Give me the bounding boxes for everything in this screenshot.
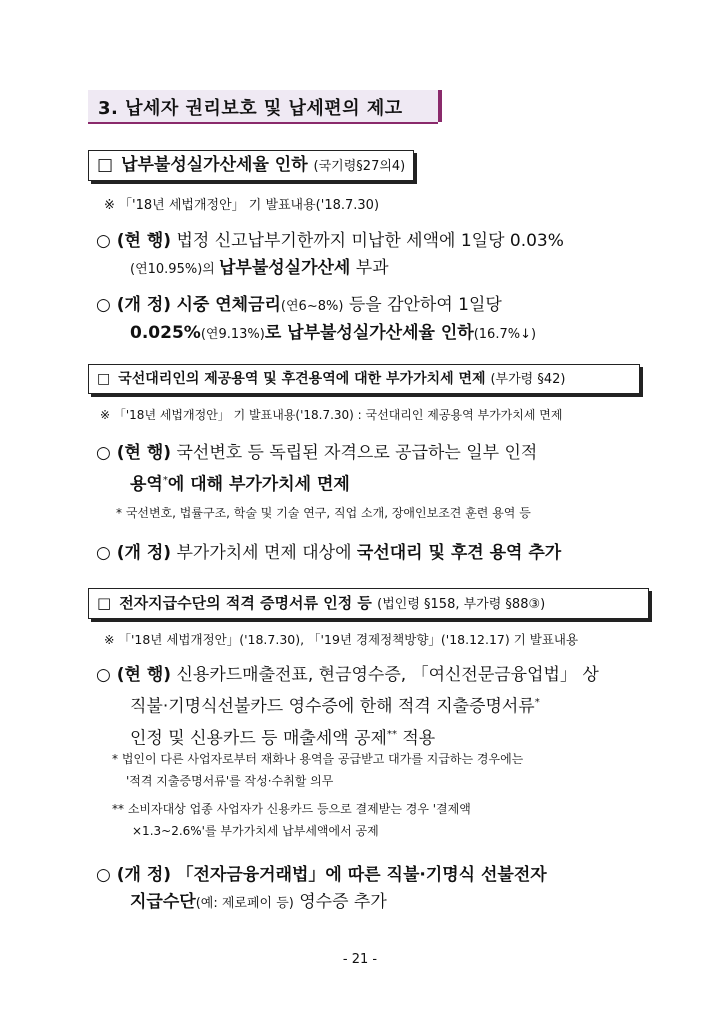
item3-current-tag: ○ (현 행) — [96, 665, 172, 685]
item1-current-line2a: (연10.95%)의 — [130, 262, 219, 277]
item3-revised-line2c: 영수증 추가 — [293, 892, 387, 912]
item2-revised-tag: ○ (개 정) — [96, 543, 172, 563]
item3-heading-bullet: □ — [97, 594, 112, 612]
item3-current — [96, 662, 599, 752]
item1-revised-line1b: (연6~8%) — [280, 299, 344, 314]
item1-heading-ref: (국기령§27의4) — [313, 159, 406, 174]
item2-current-line2b: 에 대해 부가가치세 면제 — [167, 474, 350, 495]
item1-revised-line2a: 0.025% — [130, 323, 201, 343]
item1-revised-line2d: (16.7%↓) — [473, 327, 537, 342]
item2-note: ※ 「'18년 세법개정안」 기 발표내용('18.7.30) : 국선대리인 제공용역 부가가치세 면제 — [100, 408, 563, 422]
item3-current-line2-sup: * — [534, 697, 540, 708]
item3-footnote-1a: * 법인이 다른 사업자로부터 재화나 용역을 공급받고 대가를 지급하는 경우에는 — [112, 752, 524, 766]
item3-current-line3-sup: ** — [386, 728, 397, 740]
item2-revised-line1a: 부가가치세 면제 대상에 — [176, 543, 357, 563]
item3-footnote-2b: ×1.3~2.6%'를 부가가치세 납부세액에서 공제 — [132, 824, 379, 838]
item2-current — [96, 440, 537, 499]
item3-current-line1: 신용카드매출전표, 현금영수증, 「여신전문금융업법」 상 — [176, 665, 599, 685]
item1-revised-tag: ○ (개 정) — [96, 295, 172, 315]
item1-current-tag: ○ (현 행) — [96, 231, 172, 251]
item2-footnote: * 국선변호, 법률구조, 학술 및 기술 연구, 직업 소개, 장애인보조견 훈련 용역 등 — [116, 506, 531, 520]
item1-revised-line2b: (연9.13%) — [200, 327, 265, 342]
item3-revised-tag: ○ (개 정) — [96, 865, 172, 885]
item1-current-line2c: 부과 — [350, 258, 389, 278]
item3-current-line2: 직불·기명식선불카드 영수증에 한해 적격 지출증명서류 — [130, 696, 535, 717]
item1-revised-line1a: 시중 연체금리 — [176, 295, 281, 315]
item3-note: ※ 「'18년 세법개정안」('18.7.30), 「'19년 경제정책방향」('18.12.17) 기 발표내용 — [104, 632, 579, 647]
item3-footnote-2a: ** 소비자대상 업종 사업자가 신용카드 등으로 결제받는 경우 '결제액 — [112, 802, 471, 816]
item2-revised — [96, 540, 561, 567]
item1-current-line1: 법정 신고납부기한까지 미납한 세액에 1일당 0.03% — [176, 231, 564, 251]
item2-revised-line1b: 국선대리 및 후견 용역 추가 — [356, 543, 562, 563]
item1-heading-box — [88, 150, 414, 181]
section-title-underline — [88, 122, 438, 124]
item3-revised — [96, 862, 547, 917]
item2-heading-ref: (부가령 §42) — [490, 372, 566, 387]
item1-heading-bullet: □ — [97, 155, 114, 175]
item3-heading-text: 전자지급수단의 적격 증명서류 인정 등 — [119, 594, 372, 612]
item2-current-tag: ○ (현 행) — [96, 443, 172, 463]
item3-current-line3: 인정 및 신용카드 등 매출세액 공제 — [130, 728, 387, 749]
item1-revised-line2c: 로 납부불성실가산세율 인하 — [264, 323, 474, 343]
item1-revised-line1c: 등을 감안하여 1일당 — [343, 295, 502, 315]
item3-revised-line2b: (예: 제로페이 등) — [195, 896, 294, 911]
section-title-bar — [88, 90, 442, 122]
item1-revised — [96, 292, 536, 348]
item2-heading-bullet: □ — [97, 371, 111, 387]
page-number: - 21 - — [342, 952, 378, 967]
item2-heading-box — [88, 364, 640, 394]
item3-footnotes — [112, 748, 523, 842]
item3-heading-box — [88, 588, 649, 619]
item3-current-line3b: 적용 — [396, 728, 436, 749]
item2-current-line1: 국선변호 등 독립된 자격으로 공급하는 일부 인적 — [176, 443, 538, 463]
item2-current-line2-sup: * — [162, 475, 168, 486]
item1-note: ※ 「'18년 세법개정안」 기 발표내용('18.7.30) — [104, 198, 380, 213]
item3-revised-line1: 「전자금융거래법」에 따른 직불·기명식 선불전자 — [176, 865, 547, 885]
item1-heading-text: 납부불성실가산세율 인하 — [121, 155, 308, 175]
item3-revised-line2a: 지급수단 — [130, 892, 196, 912]
item2-heading-text: 국선대리인의 제공용역 및 후견용역에 대한 부가가치세 면제 — [118, 371, 486, 387]
section-title: 3. 납세자 권리보호 및 납세편의 제고 — [98, 98, 403, 119]
item3-footnote-1b: '적격 지출증명서류'를 작성·수취할 의무 — [126, 774, 334, 788]
item1-current — [96, 228, 564, 283]
item3-heading-ref: (법인령 §158, 부가령 §88③) — [377, 597, 546, 612]
item1-current-line2b: 납부불성실가산세 — [218, 258, 351, 278]
item2-current-line2: 용역 — [130, 474, 163, 495]
